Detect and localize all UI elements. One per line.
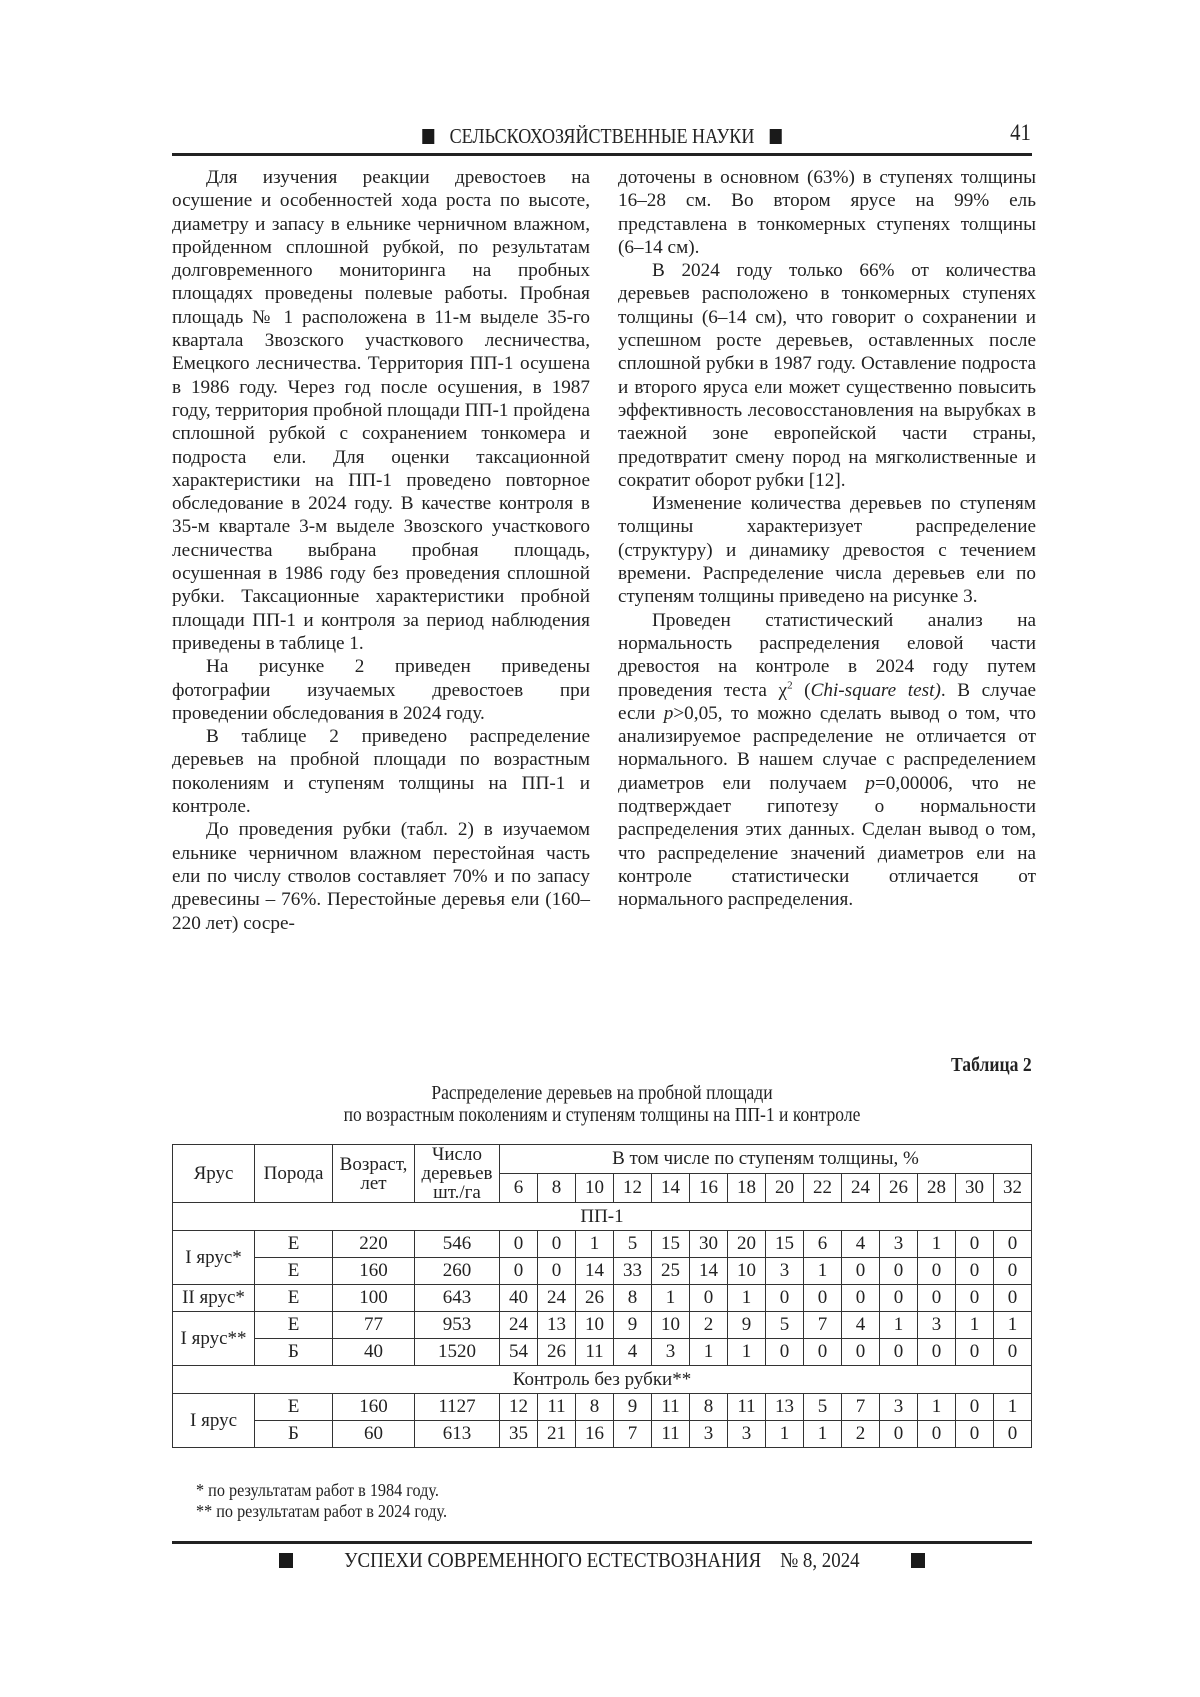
percent-cell: 0 — [538, 1258, 576, 1285]
black-square-icon — [279, 1553, 293, 1568]
count-cell: 1127 — [415, 1394, 500, 1421]
percent-cell: 1 — [918, 1231, 956, 1258]
percent-cell: 1 — [576, 1231, 614, 1258]
percent-cell: 0 — [918, 1258, 956, 1285]
paragraph: В таблице 2 приведено распределение деревьев на пробной площади по возрастным поколениям и ступеням толщины на ПП-1 и контроле. — [172, 726, 590, 818]
percent-cell: 14 — [576, 1258, 614, 1285]
table-row — [173, 1258, 1032, 1285]
percent-cell: 0 — [766, 1339, 804, 1366]
percent-cell: 12 — [500, 1394, 538, 1421]
table-body — [173, 1203, 1032, 1448]
percent-cell: 2 — [842, 1421, 880, 1448]
section-row — [173, 1366, 1032, 1394]
age-cell: 160 — [333, 1258, 415, 1285]
percent-cell: 11 — [576, 1339, 614, 1366]
table-row — [173, 1312, 1032, 1339]
header-diameter: 32 — [994, 1174, 1032, 1203]
species-cell: Е — [255, 1285, 333, 1312]
table-row — [173, 1339, 1032, 1366]
percent-cell: 11 — [652, 1421, 690, 1448]
running-footer — [172, 1548, 1032, 1573]
count-cell: 546 — [415, 1231, 500, 1258]
species-cell: Е — [255, 1231, 333, 1258]
age-cell: 220 — [333, 1231, 415, 1258]
header-diameter: 18 — [728, 1174, 766, 1203]
text-span: ( — [792, 679, 811, 701]
header-diameter-group: В том числе по ступеням толщины, % — [500, 1145, 1032, 1174]
percent-cell: 1 — [994, 1312, 1032, 1339]
percent-cell: 0 — [880, 1339, 918, 1366]
tier-cell: I ярус — [173, 1394, 255, 1448]
percent-cell: 15 — [766, 1231, 804, 1258]
percent-cell: 0 — [994, 1258, 1032, 1285]
percent-cell: 13 — [538, 1312, 576, 1339]
italic-variable: p — [663, 702, 674, 724]
black-square-icon — [422, 129, 434, 144]
tier-cell: I ярус** — [173, 1312, 255, 1366]
percent-cell: 1 — [880, 1312, 918, 1339]
percent-cell: 13 — [766, 1394, 804, 1421]
count-cell: 953 — [415, 1312, 500, 1339]
distribution-table — [172, 1144, 1032, 1448]
percent-cell: 0 — [690, 1285, 728, 1312]
percent-cell: 3 — [690, 1421, 728, 1448]
percent-cell: 0 — [880, 1258, 918, 1285]
percent-cell: 0 — [918, 1339, 956, 1366]
tier-cell: II ярус* — [173, 1285, 255, 1312]
count-cell: 1520 — [415, 1339, 500, 1366]
percent-cell: 3 — [766, 1258, 804, 1285]
percent-cell: 11 — [728, 1394, 766, 1421]
percent-cell: 5 — [804, 1394, 842, 1421]
header-diameter: 28 — [918, 1174, 956, 1203]
percent-cell: 0 — [994, 1421, 1032, 1448]
header-diameter: 22 — [804, 1174, 842, 1203]
caption-line: Распределение деревьев на пробной площади — [431, 1083, 773, 1104]
percent-cell: 1 — [994, 1394, 1032, 1421]
percent-cell: 0 — [804, 1285, 842, 1312]
table-notes — [196, 1480, 475, 1522]
table-row — [173, 1285, 1032, 1312]
percent-cell: 9 — [614, 1394, 652, 1421]
percent-cell: 4 — [614, 1339, 652, 1366]
percent-cell: 2 — [690, 1312, 728, 1339]
age-cell: 160 — [333, 1394, 415, 1421]
note: ** по результатам работ в 2024 году. — [196, 1501, 448, 1521]
percent-cell: 1 — [804, 1421, 842, 1448]
paragraph: На рисунке 2 приведен приведены фотографии изучаемых древостоев при проведении обследования в 2024 году. — [172, 656, 590, 724]
age-cell: 60 — [333, 1421, 415, 1448]
journal-name: УСПЕХИ СОВРЕМЕННОГО ЕСТЕСТВОЗНАНИЯ — [344, 1548, 762, 1572]
percent-cell: 3 — [880, 1394, 918, 1421]
black-square-icon — [770, 129, 782, 144]
percent-cell: 21 — [538, 1421, 576, 1448]
percent-cell: 15 — [652, 1231, 690, 1258]
age-cell: 77 — [333, 1312, 415, 1339]
paragraph: В 2024 году только 66% от количества деревьев расположено в тонкомерных ступенях толщины (6–14 см), что говорит о сохранении и успешном росте деревьев, оставленных после сплошной рубки в 1987 году. Оставление подроста и второго яруса ели может существенно повысить эффективность лесовосстановления на вырубках в таежной зоне европейской части страны, предотвратит смену пород на мягколиственные и сократит оборот рубки [12]. — [618, 260, 1036, 491]
page-number: 41 — [1010, 120, 1031, 145]
percent-cell: 3 — [918, 1312, 956, 1339]
percent-cell: 0 — [538, 1231, 576, 1258]
note: * по результатам работ в 1984 году. — [196, 1480, 439, 1500]
percent-cell: 0 — [842, 1285, 880, 1312]
percent-cell: 0 — [956, 1394, 994, 1421]
percent-cell: 0 — [956, 1258, 994, 1285]
footer-rule — [172, 1541, 1032, 1544]
percent-cell: 8 — [576, 1394, 614, 1421]
percent-cell: 0 — [842, 1339, 880, 1366]
percent-cell: 4 — [842, 1231, 880, 1258]
percent-cell: 0 — [880, 1421, 918, 1448]
species-cell: Е — [255, 1258, 333, 1285]
percent-cell: 20 — [728, 1231, 766, 1258]
percent-cell: 0 — [500, 1258, 538, 1285]
age-cell: 100 — [333, 1285, 415, 1312]
age-cell: 40 — [333, 1339, 415, 1366]
percent-cell: 3 — [652, 1339, 690, 1366]
left-column — [172, 166, 590, 935]
percent-cell: 5 — [766, 1312, 804, 1339]
percent-cell: 0 — [956, 1421, 994, 1448]
table-row — [173, 1421, 1032, 1448]
paragraph: Для изучения реакции древостоев на осушение и особенностей хода роста по высоте, диаметру и запасу в ельнике черничном влажном, пройденном сплошной рубкой, по результатам долговременного мониторинга на пробных площадях проведены полевые работы. Пробная площадь № 1 расположена в 11-м выделе 35-го квартала Звозского участкового лесничества, Емецкого лесничества. Территория ПП-1 осушена в 1986 году. Через год после осушения, в 1987 году, территория пробной площади ПП-1 пройдена сплошной рубкой с сохранением тонкомера и подроста ели. Для оценки таксационной характеристики на ПП-1 проведено повторное обследование в 2024 году. В качестве контроля в 35-м квартале 3-м выделе Звозского участкового лесничества выбрана пробная площадь, осушенная в 1986 году без проведения сплошной рубки. Таксационные характеристики пробной площади ПП-1 и контроля за период наблюдения приведены в таблице 1. — [172, 167, 591, 654]
header-diameter: 24 — [842, 1174, 880, 1203]
header-rule — [172, 153, 1032, 156]
count-cell: 260 — [415, 1258, 500, 1285]
percent-cell: 10 — [576, 1312, 614, 1339]
percent-cell: 0 — [918, 1285, 956, 1312]
table-caption — [172, 1083, 1032, 1127]
header-diameter: 26 — [880, 1174, 918, 1203]
percent-cell: 30 — [690, 1231, 728, 1258]
section-title: СЕЛЬСКОХОЗЯЙСТВЕННЫЕ НАУКИ — [449, 124, 755, 148]
running-header — [172, 120, 1032, 152]
percent-cell: 1 — [956, 1312, 994, 1339]
header-count: Число деревьев шт./га — [415, 1145, 500, 1203]
percent-cell: 11 — [538, 1394, 576, 1421]
species-cell: Б — [255, 1421, 333, 1448]
percent-cell: 1 — [728, 1339, 766, 1366]
percent-cell: 1 — [690, 1339, 728, 1366]
header-diameter: 6 — [500, 1174, 538, 1203]
percent-cell: 11 — [652, 1394, 690, 1421]
percent-cell: 26 — [576, 1285, 614, 1312]
paragraph: Изменение количества деревьев по ступеням толщины характеризует распределение (структуру) и динамику древостоя с течением времени. Распределение числа деревьев ели по ступеням толщины приведено на рисунке 3. — [618, 493, 1036, 608]
percent-cell: 0 — [994, 1231, 1032, 1258]
percent-cell: 9 — [728, 1312, 766, 1339]
percent-cell: 14 — [690, 1258, 728, 1285]
table-row — [173, 1231, 1032, 1258]
italic-term: Chi-square test) — [810, 679, 941, 701]
percent-cell: 26 — [538, 1339, 576, 1366]
percent-cell: 0 — [918, 1421, 956, 1448]
percent-cell: 10 — [728, 1258, 766, 1285]
tier-cell: I ярус* — [173, 1231, 255, 1285]
percent-cell: 35 — [500, 1421, 538, 1448]
black-square-icon — [911, 1553, 925, 1568]
percent-cell: 0 — [956, 1231, 994, 1258]
percent-cell: 7 — [842, 1394, 880, 1421]
text-span: Проведен статистический анализ на нормальность распределения еловой части древостоя на контроле в 2024 году путем проведения теста χ — [618, 609, 1036, 701]
italic-variable: p — [865, 772, 875, 794]
percent-cell: 0 — [804, 1339, 842, 1366]
caption-line: по возрастным поколениям и ступеням толщины на ПП-1 и контроле — [343, 1105, 861, 1126]
percent-cell: 1 — [766, 1421, 804, 1448]
percent-cell: 7 — [614, 1421, 652, 1448]
percent-cell: 0 — [880, 1285, 918, 1312]
percent-cell: 24 — [500, 1312, 538, 1339]
table-row — [173, 1394, 1032, 1421]
header-diameter: 16 — [690, 1174, 728, 1203]
percent-cell: 0 — [766, 1285, 804, 1312]
header-diameter: 30 — [956, 1174, 994, 1203]
percent-cell: 3 — [880, 1231, 918, 1258]
header-diameter: 10 — [576, 1174, 614, 1203]
percent-cell: 0 — [500, 1231, 538, 1258]
section-title: ПП-1 — [173, 1203, 1032, 1231]
percent-cell: 10 — [652, 1312, 690, 1339]
text-span: . В случае если — [618, 679, 1037, 724]
percent-cell: 4 — [842, 1312, 880, 1339]
percent-cell: 1 — [804, 1258, 842, 1285]
issue-number: № 8, 2024 — [780, 1548, 860, 1572]
percent-cell: 0 — [994, 1285, 1032, 1312]
percent-cell: 24 — [538, 1285, 576, 1312]
header-tier: Ярус — [173, 1145, 255, 1203]
percent-cell: 0 — [956, 1285, 994, 1312]
percent-cell: 16 — [576, 1421, 614, 1448]
count-cell: 613 — [415, 1421, 500, 1448]
header-diameter: 8 — [538, 1174, 576, 1203]
percent-cell: 1 — [652, 1285, 690, 1312]
text-span: >0,05, то можно сделать вывод о том, что анализируемое распределение не отличается от нормального. В нашем случае с распределением диаметров ели получаем — [618, 702, 1036, 794]
percent-cell: 54 — [500, 1339, 538, 1366]
percent-cell: 5 — [614, 1231, 652, 1258]
table-label: Таблица 2 — [951, 1054, 1032, 1076]
count-cell: 643 — [415, 1285, 500, 1312]
right-column — [618, 166, 1036, 912]
section-title: Контроль без рубки** — [173, 1366, 1032, 1394]
percent-cell: 0 — [956, 1339, 994, 1366]
percent-cell: 9 — [614, 1312, 652, 1339]
percent-cell: 33 — [614, 1258, 652, 1285]
species-cell: Е — [255, 1312, 333, 1339]
superscript: 2 — [787, 679, 793, 692]
header-diameter: 20 — [766, 1174, 804, 1203]
percent-cell: 0 — [994, 1339, 1032, 1366]
header-diameter: 12 — [614, 1174, 652, 1203]
percent-cell: 7 — [804, 1312, 842, 1339]
percent-cell: 1 — [918, 1394, 956, 1421]
species-cell: Б — [255, 1339, 333, 1366]
header-species: Порода — [255, 1145, 333, 1203]
percent-cell: 8 — [614, 1285, 652, 1312]
percent-cell: 6 — [804, 1231, 842, 1258]
text-span: =0,00006, что не подтверждает гипотезу о нормальности распределения этих данных. Сделан вывод о том, что распределение значений диаметров ели на контроле статистически отличается от нормального распределения. — [618, 772, 1036, 911]
percent-cell: 3 — [728, 1421, 766, 1448]
section-row — [173, 1203, 1032, 1231]
header-title-wrap — [232, 124, 972, 149]
header-diameter: 14 — [652, 1174, 690, 1203]
percent-cell: 8 — [690, 1394, 728, 1421]
paragraph-statistics — [618, 609, 1036, 912]
percent-cell: 25 — [652, 1258, 690, 1285]
paragraph: доточены в основном (63%) в ступенях толщины 16–28 см. Во втором ярусе на 99% ель представлена в тонкомерных ступенях толщины (6–14 см). — [618, 167, 1036, 258]
percent-cell: 0 — [842, 1258, 880, 1285]
footer-text — [344, 1548, 859, 1573]
species-cell: Е — [255, 1394, 333, 1421]
percent-cell: 40 — [500, 1285, 538, 1312]
percent-cell: 1 — [728, 1285, 766, 1312]
header-age: Возраст, лет — [333, 1145, 415, 1203]
paragraph: До проведения рубки (табл. 2) в изучаемом ельнике черничном влажном перестойная часть ели по числу стволов составляет 70% и по запасу древесины – 76%. Перестойные деревья ели (160–220 лет) сосре- — [172, 819, 590, 934]
